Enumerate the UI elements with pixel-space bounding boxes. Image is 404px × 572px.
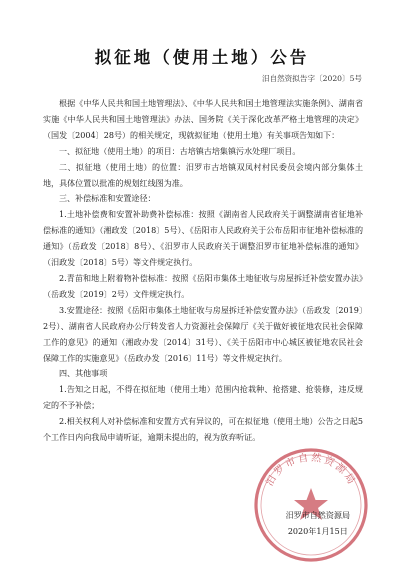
paragraph-crop-compensation: 2.青苗和地上附着物补偿标准：按照《岳阳市集体土地征收与房屋拆迁补偿安置办法》（岳政发〔2019〕2号）文件规定执行。 xyxy=(43,273,363,299)
paragraph-project: 一、拟征地（使用土地）的项目：古培镇古培集镇污水处理厂项目。 xyxy=(59,146,301,156)
paragraph-land-compensation: 1.土地补偿费和安置补助费补偿标准：按照《湖南省人民政府关于调整湖南省征地补偿标准的通知》（湘政发〔2018〕5号）、《岳阳市人民政府关于公布岳阳市征地补偿标准的通知》（岳政发〔2018〕8号）、《汨罗市人民政府关于调整汨罗市征地补偿标准的通知》（汨政发〔2018〕5号）等文件规定执行。 xyxy=(43,210,363,268)
notice-body xyxy=(43,96,363,446)
paragraph-resettlement: 3.安置途径：按照《岳阳市集体土地征收与房屋拆迁补偿安置办法》（岳政发〔2019〕2号）、湖南省人民政府办公厅转发省人力资源社会保障厅《关于做好被征地农民社会保障工作的意见》的通知（湘政办发〔2014〕31号）、《关于岳阳市中心城区被征地农民社会保障工作的实施意见》（岳政办发〔2016〕11号）等文件规定执行。 xyxy=(43,305,363,363)
issuer-name: 汨罗市自然资源局 xyxy=(285,511,350,520)
paragraph-other-2: 2.相关权利人对补偿标准和安置方式有异议的，可在拟征地（使用土地）公告之日起5个工作日内向我局申请听证，逾期未提出的，视为放弃听证。 xyxy=(43,417,363,443)
paragraph-other-1: 1.告知之日起，不得在拟征地（使用土地）范围内抢栽种、抢搭建、抢装修，违反规定的不予补偿； xyxy=(43,385,363,411)
svg-text:汨罗市自然资源局: 汨罗市自然资源局 xyxy=(264,452,358,489)
paragraph-intro: 根据《中华人民共和国土地管理法》、《中华人民共和国土地管理法实施条例》、湖南省实施《中华人民共和国土地管理法》办法、国务院《关于深化改革严格土地管理的决定》（国发〔2004〕28号）的相关规定，现就拟征地（使用土地）有关事项告知如下： xyxy=(43,99,363,140)
document-number: 汨自然资拟告字〔2020〕5号 xyxy=(261,74,362,83)
paragraph-location: 二、拟征地（使用土地）的位置：汨罗市古培镇双凤村村民委员会境内部分集体土地，具体位置以批准的规划红线图为准。 xyxy=(43,162,363,188)
page-title: 拟征地（使用土地）公告 xyxy=(94,48,310,67)
signature-block xyxy=(286,508,350,540)
paragraph-other-heading: 四、其他事项 xyxy=(59,369,108,379)
issue-date: 2020年1月15日 xyxy=(287,527,348,536)
official-seal xyxy=(248,442,374,568)
paragraph-compensation-heading: 三、补偿标准和安置途径： xyxy=(59,194,156,204)
